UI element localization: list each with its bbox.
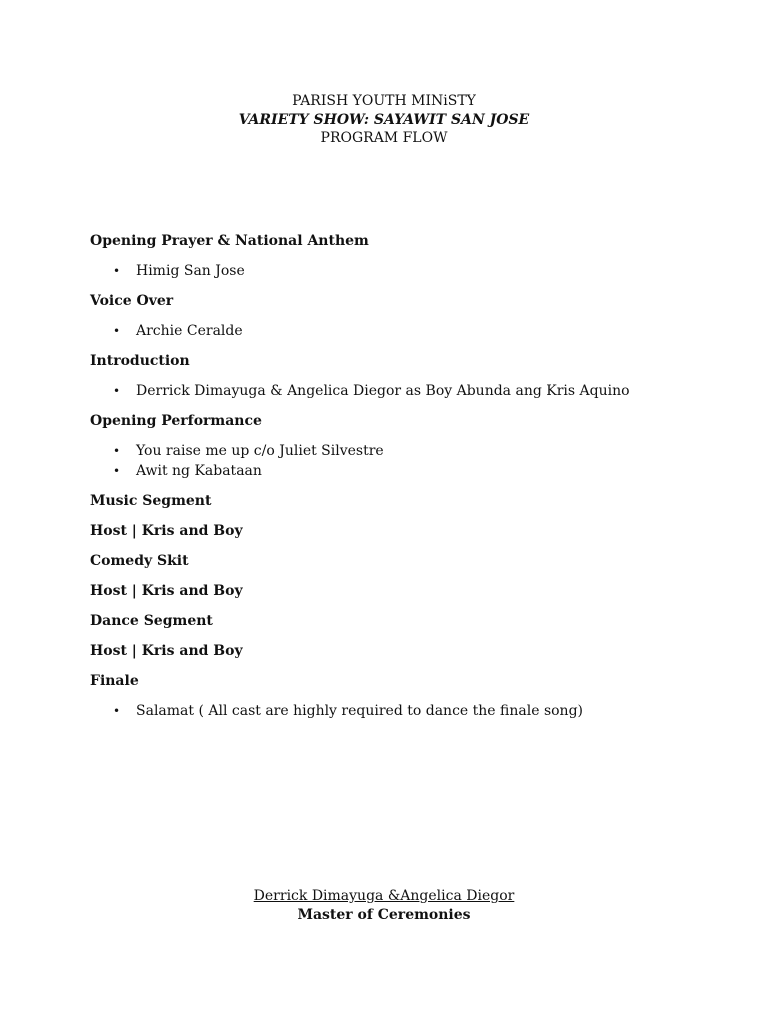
list-item: [90, 461, 730, 481]
program-section: [90, 521, 730, 541]
section-items: [90, 441, 730, 481]
event-title: VARIETY SHOW: SAYAWIT SAN JOSE: [238, 111, 530, 128]
section-title: Finale: [90, 673, 139, 689]
bullet-icon: •: [113, 444, 121, 458]
bullet-icon: •: [113, 464, 121, 478]
item-text: Awit ng Kabataan: [136, 463, 262, 479]
organization-title: PARISH YOUTH MINiSTY: [292, 93, 476, 109]
signature-block: [0, 887, 768, 924]
list-item: [90, 441, 730, 461]
document-header: [0, 92, 768, 148]
program-flow: [90, 231, 730, 731]
section-title: Voice Over: [90, 293, 174, 309]
section-title: Opening Prayer & National Anthem: [90, 233, 369, 249]
bullet-icon: •: [113, 384, 121, 398]
section-items: [90, 261, 730, 281]
program-section: [90, 611, 730, 631]
item-text: Derrick Dimayuga & Angelica Diegor as Boy Abunda ang Kris Aquino: [136, 383, 630, 399]
program-section: [90, 671, 730, 721]
program-section: [90, 581, 730, 601]
program-section: [90, 641, 730, 661]
item-text: Archie Ceralde: [136, 323, 243, 339]
section-items: [90, 381, 730, 401]
section-items: [90, 321, 730, 341]
list-item: [90, 701, 730, 721]
section-items: [90, 701, 730, 721]
bullet-icon: •: [113, 704, 121, 718]
section-title: Introduction: [90, 353, 190, 369]
list-item: [90, 321, 730, 341]
signatory-name: Derrick Dimayuga &Angelica Diegor: [253, 888, 515, 904]
program-section: [90, 411, 730, 481]
program-section: [90, 351, 730, 401]
section-title: Opening Performance: [90, 413, 262, 429]
bullet-icon: •: [113, 264, 121, 278]
document-title: PROGRAM FLOW: [320, 130, 448, 146]
item-text: Himig San Jose: [136, 263, 245, 279]
section-title: Host | Kris and Boy: [90, 583, 243, 599]
section-title: Host | Kris and Boy: [90, 523, 243, 539]
list-item: [90, 381, 730, 401]
program-section: [90, 231, 730, 281]
bullet-icon: •: [113, 324, 121, 338]
item-text: Salamat ( All cast are highly required to dance the finale song): [136, 703, 583, 719]
section-title: Host | Kris and Boy: [90, 643, 243, 659]
item-text: You raise me up c/o Juliet Silvestre: [136, 443, 384, 459]
program-section: [90, 291, 730, 341]
signatory-title: Master of Ceremonies: [297, 906, 471, 923]
section-title: Comedy Skit: [90, 553, 189, 569]
section-title: Dance Segment: [90, 613, 213, 629]
list-item: [90, 261, 730, 281]
program-section: [90, 491, 730, 511]
program-section: [90, 551, 730, 571]
section-title: Music Segment: [90, 493, 212, 509]
